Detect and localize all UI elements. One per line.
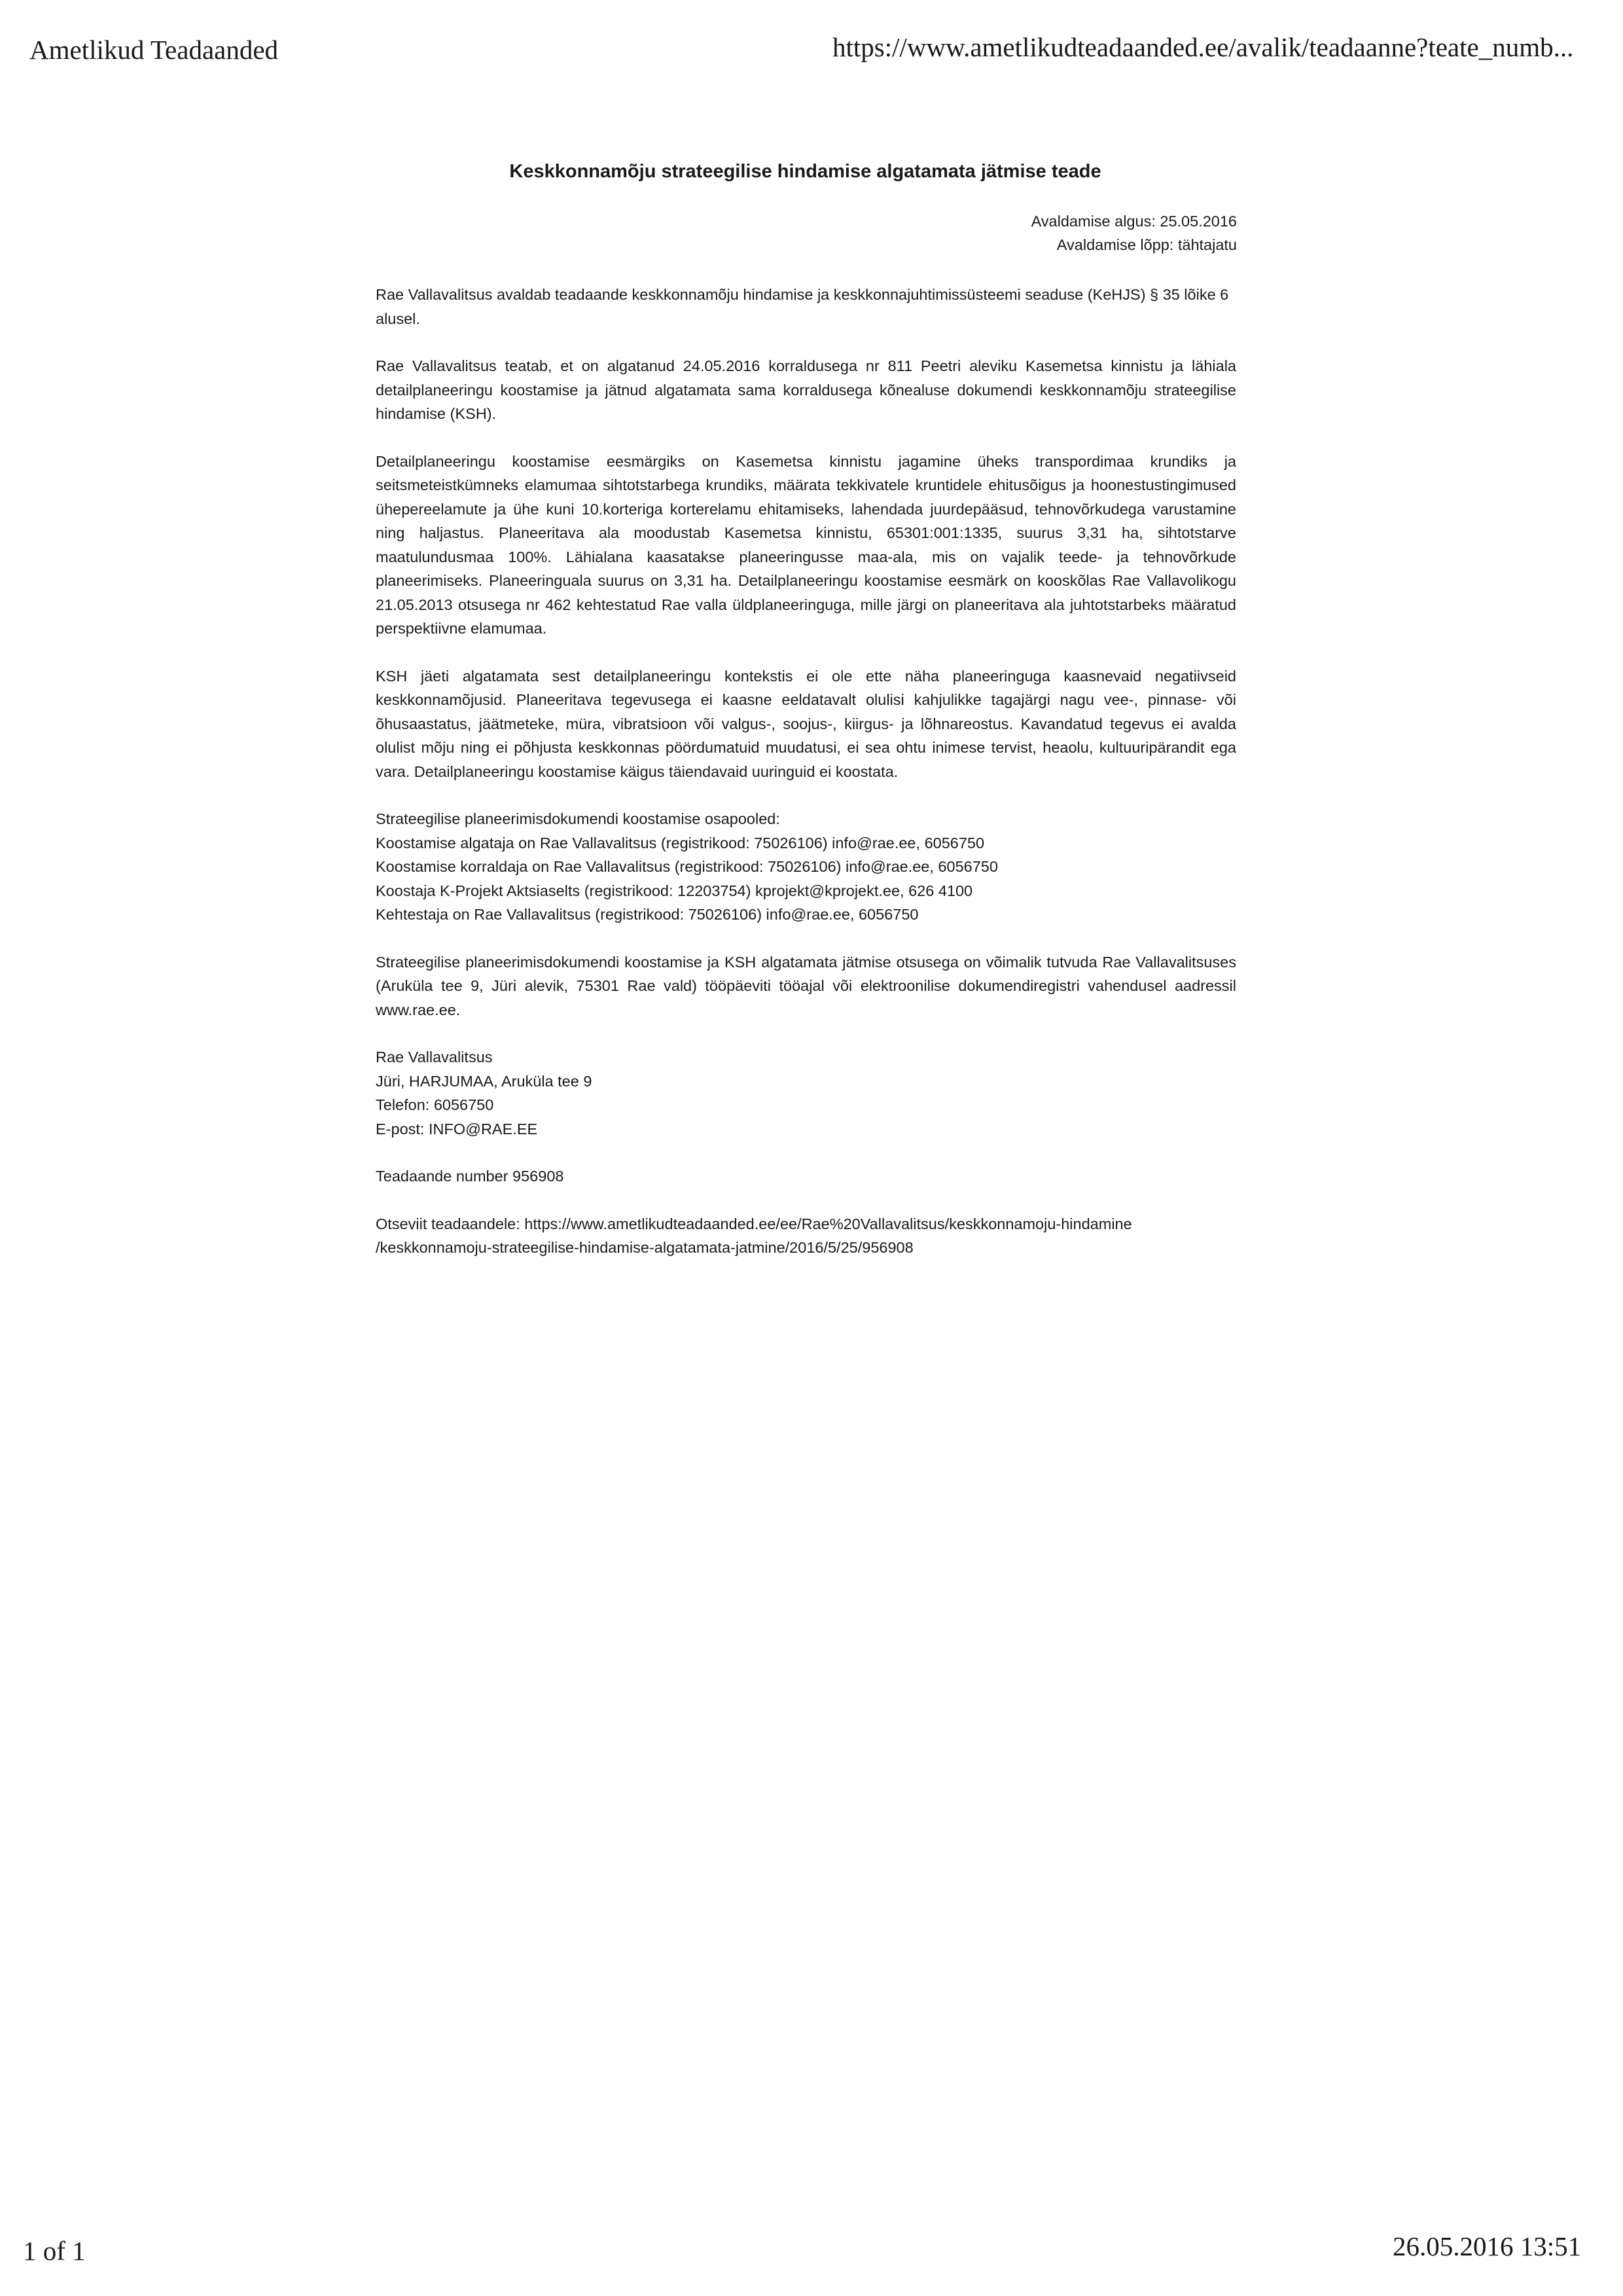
party-adopter: Kehtestaja on Rae Vallavalitsus (registrikood: 75026106) info@rae.ee, 6056750: [376, 906, 919, 923]
party-initiator: Koostamise algataja on Rae Vallavalitsus (registrikood: 75026106) info@rae.ee, 6056750: [376, 834, 985, 852]
contact-block: [376, 1045, 1236, 1141]
paragraph-access-info: Strateegilise planeerimisdokumendi koostamise ja KSH algatamata jätmise otsusega on võimalik tutvuda Rae Vallavalitsuses (Aruküla tee 9, Jüri alevik, 75301 Rae vald) tööpäeviti tööajal või elektroonilise dokumendiregistri vahendusel aadressil www.rae.ee.: [376, 953, 1236, 1018]
direct-link-line-1[interactable]: Otseviit teadaandele: https://www.ametlikudteadaanded.ee/ee/Rae%20Vallavalitsus/keskkonnamoju-hindamine: [376, 1215, 1132, 1232]
party-compiler: Koostaja K-Projekt Aktsiaselts (registrikood: 12203754) kprojekt@kprojekt.ee, 626 4100: [376, 882, 973, 899]
paragraph-legal-basis: Rae Vallavalitsus avaldab teadaande keskkonnamõju hindamise ja keskkonnajuhtimissüsteemi seaduse (KeHJS) § 35 lõike 6 alusel.: [376, 286, 1229, 327]
contact-phone: Telefon: 6056750: [376, 1096, 494, 1113]
publication-start: Avaldamise algus: 25.05.2016: [1031, 213, 1237, 230]
direct-link-block: [376, 1212, 1236, 1260]
parties-block: [376, 807, 1236, 927]
contact-email: E-post: INFO@RAE.EE: [376, 1120, 538, 1138]
page-counter: 1 of 1: [23, 2236, 86, 2266]
notice-title: Keskkonnamõju strateegilise hindamise algatamata jätmise teade: [509, 161, 1101, 182]
publication-end: Avaldamise lõpp: tähtajatu: [1056, 236, 1237, 253]
paragraph-announcement: Rae Vallavalitsus teatab, et on algatanud 24.05.2016 korraldusega nr 811 Peetri aleviku Kasemetsa kinnistu ja lähiala detailplaneeringu koostamise ja jätnud algatamata sama korraldusega kõnealuse dokumendi keskkonnamõju strateegilise hindamise (KSH).: [376, 357, 1236, 422]
print-datetime: 26.05.2016 13:51: [1393, 2231, 1582, 2261]
contact-org: Rae Vallavalitsus: [376, 1049, 493, 1066]
notice-body: [376, 283, 1236, 1283]
paragraph-ksh-reason: KSH jäeti algatamata sest detailplaneeringu kontekstis ei ole ette näha planeeringuga kaasnevaid negatiivseid keskkonnamõjusid. Planeeritava tegevusega ei kaasne eeldatavalt olulisi kahjulikke tagajärgi nagu vee-, pinnase- või õhusaastatus, jäätmeteke, müra, vibratsioon või valgus-, soojus-, kiirgus- ja lõhnareostus. Kavandatud tegevus ei avalda olulist mõju ning ei põhjusta keskkonnas pöördumatuid muudatusi, ei sea ohtu inimese tervist, heaolu, kultuuripärandit ega vara. Detailplaneeringu koostamise käigus täiendavaid uuringuid ei koostata.: [376, 667, 1236, 780]
site-title: Ametlikud Teadaanded: [29, 35, 279, 65]
parties-heading: Strateegilise planeerimisdokumendi koostamise osapooled:: [376, 810, 780, 827]
publication-info: [1031, 209, 1237, 257]
contact-address: Jüri, HARJUMAA, Aruküla tee 9: [376, 1072, 592, 1090]
page-url[interactable]: https://www.ametlikudteadaanded.ee/avalik/teadaanne?teate_numb...: [832, 32, 1574, 62]
paragraph-purpose: Detailplaneeringu koostamise eesmärgiks on Kasemetsa kinnistu jagamine üheks transpordimaa krundiks ja seitsmeteistkümneks elamumaa sihtotstarbega krundiks, määrata tekkivatele kruntidele ehitusõigus ja hoonestustingimused ühepereelamute ja ühe kuni 10.korteriga korterelamu ehitamiseks, lahendada juurdepääsud, tehnovõrkudega varustamine ning haljastus. Planeeritava ala moodustab Kasemetsa kinnistu, 65301:001:1335, suurus 3,31 ha, sihtotstarve maatulundusmaa 100%. Lähialana kaasatakse planeeringusse maa-ala, mis on vajalik teede- ja tehnovõrkude planeerimiseks. Planeeringuala suurus on 3,31 ha. Detailplaneeringu koostamise eesmärk on kooskõlas Rae Vallavolikogu 21.05.2013 otsusega nr 462 kehtestatud Rae valla üldplaneeringuga, mille järgi on planeeritava ala juhtotstarbeks määratud perspektiivne elamumaa.: [376, 452, 1236, 637]
direct-link-line-2[interactable]: /keskkonnamoju-strateegilise-hindamise-algatamata-jatmine/2016/5/25/956908: [376, 1239, 914, 1256]
party-organizer: Koostamise korraldaja on Rae Vallavalitsus (registrikood: 75026106) info@rae.ee, 6056750: [376, 858, 998, 875]
notice-number: Teadaande number 956908: [376, 1168, 564, 1185]
